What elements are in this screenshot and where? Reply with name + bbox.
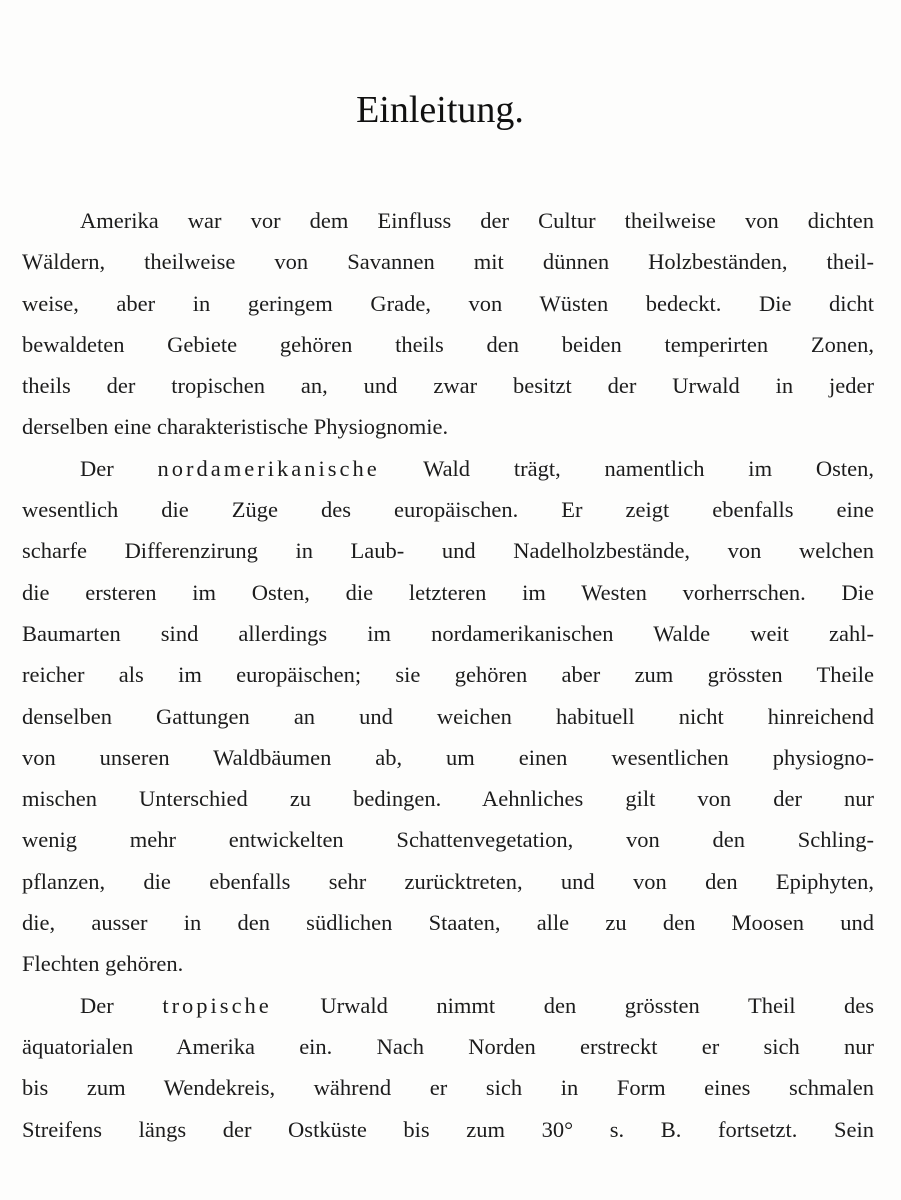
text-line: wenig mehr entwickelten Schattenvegetation, von den Schling- bbox=[22, 827, 874, 853]
text-line: Flechten gehören. bbox=[22, 951, 184, 977]
text-line: scharfe Differenzirung in Laub- und Nadelholzbestände, von welchen bbox=[22, 538, 874, 564]
lead-text: Der bbox=[80, 992, 163, 1018]
text-line: mischen Unterschied zu bedingen. Aehnliches gilt von der nur bbox=[22, 786, 874, 812]
paragraph-first-line bbox=[22, 985, 874, 1026]
text-line: die, ausser in den südlichen Staaten, alle zu den Moosen und bbox=[22, 910, 874, 936]
line-rest: Wald trägt, namentlich im Osten, bbox=[379, 455, 874, 481]
text-line: bis zum Wendekreis, während er sich in Form eines schmalen bbox=[22, 1075, 874, 1101]
text-line: Streifens längs der Ostküste bis zum 30° s. B. fortsetzt. Sein bbox=[22, 1116, 874, 1142]
emphasized-term: tropische bbox=[162, 992, 272, 1018]
text-line: derselben eine charakteristische Physiognomie. bbox=[22, 414, 449, 440]
chapter-title: Einleitung. bbox=[356, 89, 524, 131]
text-line: theils der tropischen an, und zwar besitzt der Urwald in jeder bbox=[22, 373, 874, 399]
text-line: äquatorialen Amerika ein. Nach Norden erstreckt er sich nur bbox=[22, 1033, 874, 1059]
text-line: die ersteren im Osten, die letzteren im Westen vorherrschen. Die bbox=[22, 579, 874, 605]
text-line: von unseren Waldbäumen ab, um einen wesentlichen physiogno- bbox=[22, 744, 874, 770]
text-line: pflanzen, die ebenfalls sehr zurücktreten, und von den Epiphyten, bbox=[22, 868, 874, 894]
text-line: Amerika war vor dem Einfluss der Cultur theilweise von dichten bbox=[80, 208, 874, 233]
emphasized-term: nordamerikanische bbox=[157, 455, 380, 481]
lead-text: Der bbox=[80, 455, 158, 481]
text-line: denselben Gattungen an und weichen habituell nicht hinreichend bbox=[22, 703, 874, 729]
text-line: Baumarten sind allerdings im nordamerikanischen Walde weit zahl- bbox=[22, 620, 874, 646]
text-line: Wäldern, theilweise von Savannen mit dünnen Holzbeständen, theil- bbox=[22, 249, 874, 275]
text-line: wesentlich die Züge des europäischen. Er zeigt ebenfalls eine bbox=[22, 497, 874, 523]
text-line: reicher als im europäischen; sie gehören aber zum grössten Theile bbox=[22, 662, 874, 688]
text-line: weise, aber in geringem Grade, von Wüsten bedeckt. Die dicht bbox=[22, 290, 874, 316]
paragraph-first-line bbox=[22, 448, 874, 489]
body-text bbox=[22, 200, 874, 1150]
line-rest: Urwald nimmt den grössten Theil des bbox=[271, 992, 874, 1018]
text-line: bewaldeten Gebiete gehören theils den beiden temperirten Zonen, bbox=[22, 331, 874, 357]
